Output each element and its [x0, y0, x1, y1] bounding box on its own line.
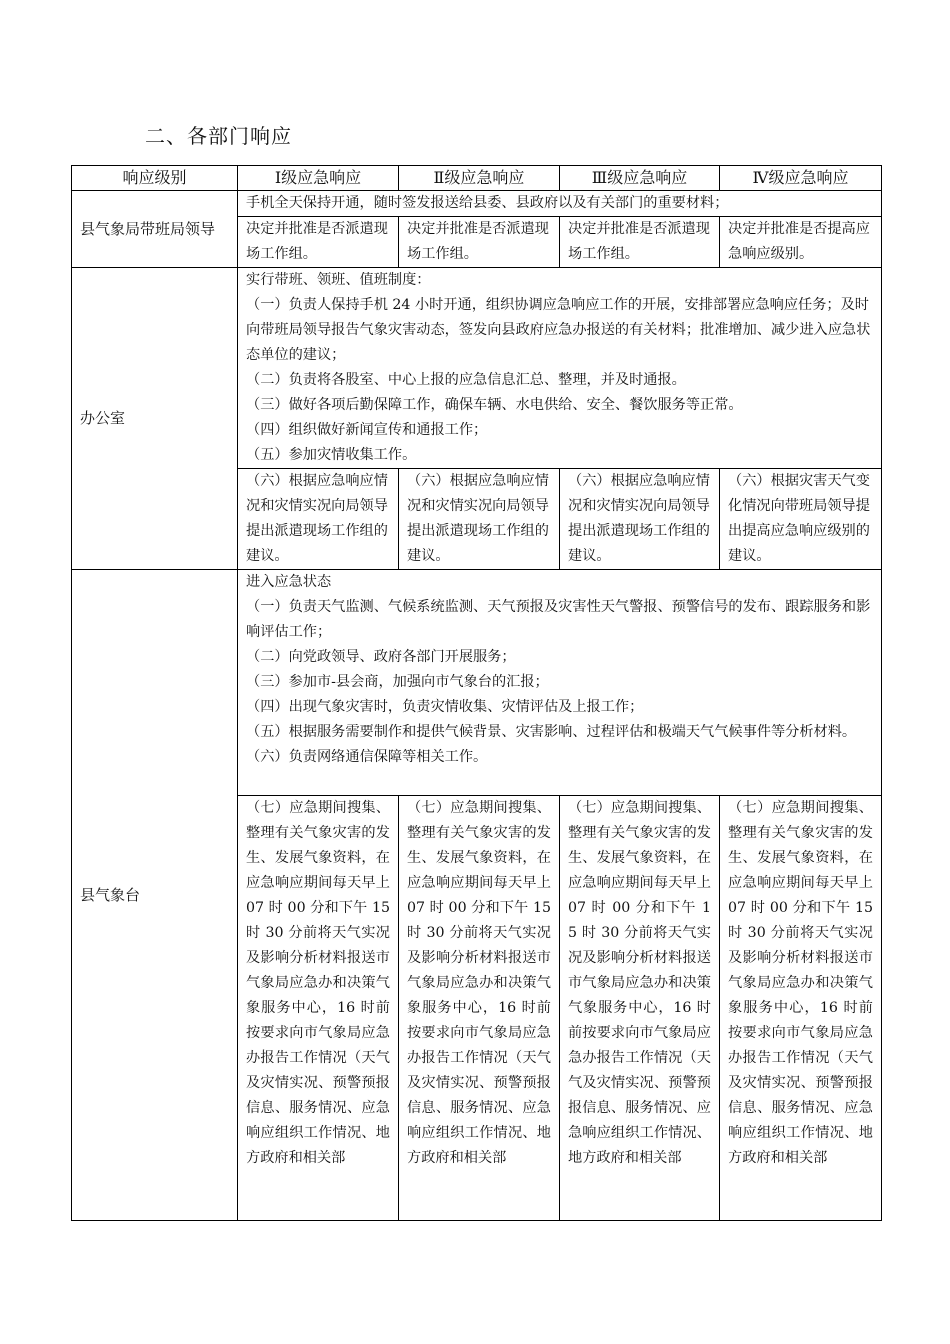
duty-text: （三）做好各项后勤保障工作，确保车辆、水电供给、安全、餐饮服务等正常。	[246, 397, 743, 413]
header-level-1: Ⅰ级应急响应	[238, 166, 399, 191]
header-level-4: Ⅳ级应急响应	[720, 166, 882, 191]
table-row	[72, 570, 882, 796]
level-4-duty: 决定并批准是否提高应急响应级别。	[720, 217, 882, 268]
dept-cell: 办公室	[72, 268, 238, 570]
header-level-2: Ⅱ级应急响应	[399, 166, 560, 191]
duty-text: 进入应急状态	[246, 574, 332, 590]
level-1-duty: （七）应急期间搜集、整理有关气象灾害的发生、发展气象资料，在应急响应期间每天早上 07 时 00 分和下午 15 时 30 分前将天气实况及影响分析材料报送市气象局应急办和决策气象服务中心，16 时前按要求向市气象局应急办报告工作情况（天气及灾情实况、预警预报信息、服务情况、应急响应组织工作情况、地方政府和相关部	[238, 796, 399, 1221]
section-heading: 二、各部门响应	[145, 124, 292, 148]
response-table	[71, 165, 882, 1221]
duty-text: （四）出现气象灾害时，负责灾情收集、灾情评估及上报工作；	[246, 699, 644, 715]
header-level: 响应级别	[72, 166, 238, 191]
level-2-duty: 决定并批准是否派遣现场工作组。	[399, 217, 560, 268]
duty-text: 实行带班、领班、值班制度：	[246, 272, 431, 288]
duty-text: （二）向党政领导、政府各部门开展服务；	[246, 649, 516, 665]
common-duty-cell	[238, 268, 882, 469]
duty-text: （六）负责网络通信保障等相关工作。	[246, 749, 488, 765]
common-duty-cell	[238, 570, 882, 796]
duty-text: （二）负责将各股室、中心上报的应急信息汇总、整理，并及时通报。	[246, 372, 686, 388]
level-4-duty: （七）应急期间搜集、整理有关气象灾害的发生、发展气象资料，在应急响应期间每天早上 07 时 00 分和下午 15 时 30 分前将天气实况及影响分析材料报送市气象局应急办和决策气象服务中心，16 时前按要求向市气象局应急办报告工作情况（天气及灾情实况、预警预报信息、服务情况、应急响应组织工作情况、地方政府和相关部	[720, 796, 882, 1221]
level-2-duty: （六）根据应急响应情况和灾情实况向局领导提出派遣现场工作组的建议。	[399, 469, 560, 570]
dept-cell: 县气象局带班局领导	[72, 191, 238, 268]
level-1-duty: （六）根据应急响应情况和灾情实况向局领导提出派遣现场工作组的建议。	[238, 469, 399, 570]
header-level-3: Ⅲ级应急响应	[560, 166, 720, 191]
duty-text: （五）参加灾情收集工作。	[246, 447, 417, 463]
duty-text: （一）负责天气监测、气候系统监测、天气预报及灾害性天气警报、预警信号的发布、跟踪服务和影响评估工作；	[246, 599, 871, 640]
table-row	[72, 191, 882, 217]
table-row	[72, 268, 882, 469]
level-3-duty: （七）应急期间搜集、整理有关气象灾害的发生、发展气象资料，在应急响应期间每天早上 07 时 00 分和下午 15 时 30 分前将天气实况及影响分析材料报送市气象局应急办和决策气象服务中心，16 时前按要求向市气象局应急办报告工作情况（天气及灾情实况、预警预报信息、服务情况、应急响应组织工作情况、地方政府和相关部	[560, 796, 720, 1221]
common-duty-cell	[238, 191, 882, 217]
level-1-duty: 决定并批准是否派遣现场工作组。	[238, 217, 399, 268]
duty-text: （四）组织做好新闻宣传和通报工作；	[246, 422, 488, 438]
header-row	[72, 166, 882, 191]
duty-text: （五）根据服务需要制作和提供气候背景、灾害影响、过程评估和极端天气气候事件等分析材料。	[246, 724, 857, 740]
dept-cell: 县气象台	[72, 570, 238, 1221]
duty-text: 手机全天保持开通，随时签发报送给县委、县政府以及有关部门的重要材料；	[246, 195, 729, 211]
duty-text: （三）参加市-县会商，加强向市气象台的汇报；	[246, 674, 549, 690]
level-3-duty: （六）根据应急响应情况和灾情实况向局领导提出派遣现场工作组的建议。	[560, 469, 720, 570]
level-3-duty: 决定并批准是否派遣现场工作组。	[560, 217, 720, 268]
level-2-duty: （七）应急期间搜集、整理有关气象灾害的发生、发展气象资料，在应急响应期间每天早上 07 时 00 分和下午 15 时 30 分前将天气实况及影响分析材料报送市气象局应急办和决策气象服务中心，16 时前按要求向市气象局应急办报告工作情况（天气及灾情实况、预警预报信息、服务情况、应急响应组织工作情况、地方政府和相关部	[399, 796, 560, 1221]
duty-text: （一）负责人保持手机 24 小时开通，组织协调应急响应工作的开展，安排部署应急响应任务；及时向带班局领导报告气象灾害动态，签发向县政府应急办报送的有关材料；批准增加、减少进入应急状态单位的建议；	[246, 297, 871, 363]
level-4-duty: （六）根据灾害天气变化情况向带班局领导提出提高应急响应级别的建议。	[720, 469, 882, 570]
